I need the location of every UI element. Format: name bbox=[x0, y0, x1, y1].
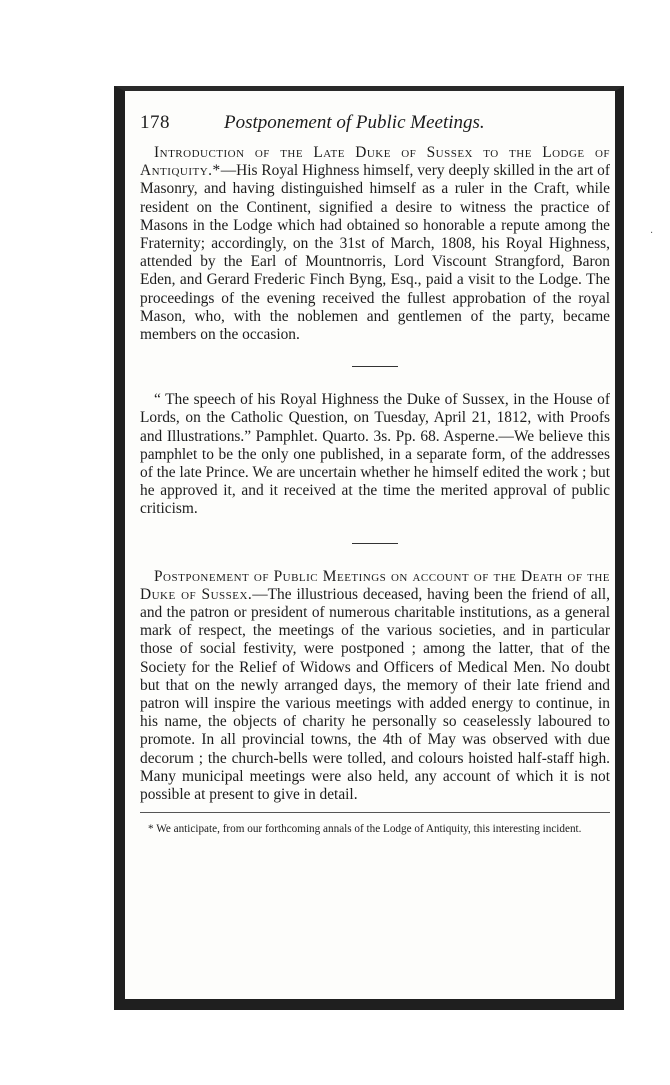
page-number: 178 bbox=[140, 112, 170, 133]
paragraph-postponement bbox=[140, 568, 610, 805]
section-divider bbox=[352, 366, 398, 367]
section-body-pamphlet: “ The speech of his Royal Highness the Duke of Sussex, in the House of Lords, on the Catholic Question, on Tuesday, April 21, 1812, with Proofs and Illustrations.” Pamphlet. Quarto. 3s. Pp. 68. Asperne.—We believe this pamphlet to be the only one published, in a separate form, of the addresses of the late Prince. We are uncertain whether he himself edited the work ; but he approved it, and it received at the time the merited approval of public criticism. bbox=[140, 391, 610, 518]
section-heading-introduction: Introduction of the Late Duke of Sussex to the Lodge of Antiquity.* bbox=[140, 144, 610, 180]
section-body-postponement: —The illustrious deceased, having been the friend of all, and the patron or president of numerous charitable institutions, as a general mark of respect, the meetings of the various societies, and in particular those of social festivity, were postponed ; among the latter, that of the Society for the Relief of Widows and Officers of Medical Men. No doubt but that on the newly arranged days, the memory of their late friend and patron will inspire the various meetings with added energy to continue, in his name, the objects of charity he personally so ceaselessly laboured to promote. In all provincial towns, the 4th of May was observed with due decorum ; the church-bells were tolled, and colours hoisted half-staff high. Many municipal meetings were also held, any account of which it is not possible at present to give in detail. bbox=[140, 585, 610, 804]
footnote: * We anticipate, from our forthcoming annals of the Lodge of Antiquity, this interesting incident. bbox=[148, 823, 582, 836]
page-header bbox=[140, 112, 610, 144]
section-divider bbox=[352, 543, 398, 544]
section-body-introduction: —His Royal Highness himself, very deeply skilled in the art of Masonry, and having distinguished himself as a ruler in the Craft, while resident on the Continent, signified a desire to witness the practice of Masons in the Lodge which had obtained so honorable a repute among the Fraternity; accordingly, on the 31st of March, 1808, his Royal Highness, attended by the Earl of Mountnorris, Lord Viscount Strangford, Baron Eden, and Gerard Frederic Finch Byng, Esq., paid a visit to the Lodge. The proceedings of the evening received the fullest approbation of the royal Mason, who, with the noblemen and gentlemen of the party, became members on the occasion. bbox=[140, 162, 610, 344]
page-content bbox=[140, 112, 610, 836]
paragraph-duke-introduction bbox=[140, 144, 610, 344]
paragraph-speech-pamphlet bbox=[140, 391, 610, 518]
running-head: Postponement of Public Meetings. bbox=[224, 112, 485, 133]
section-heading-postponement: Postponement of Public Meetings on account of the Death of the Duke of Sussex. bbox=[140, 567, 610, 603]
margin-mark: · bbox=[650, 228, 654, 239]
footnote-divider bbox=[140, 812, 610, 813]
